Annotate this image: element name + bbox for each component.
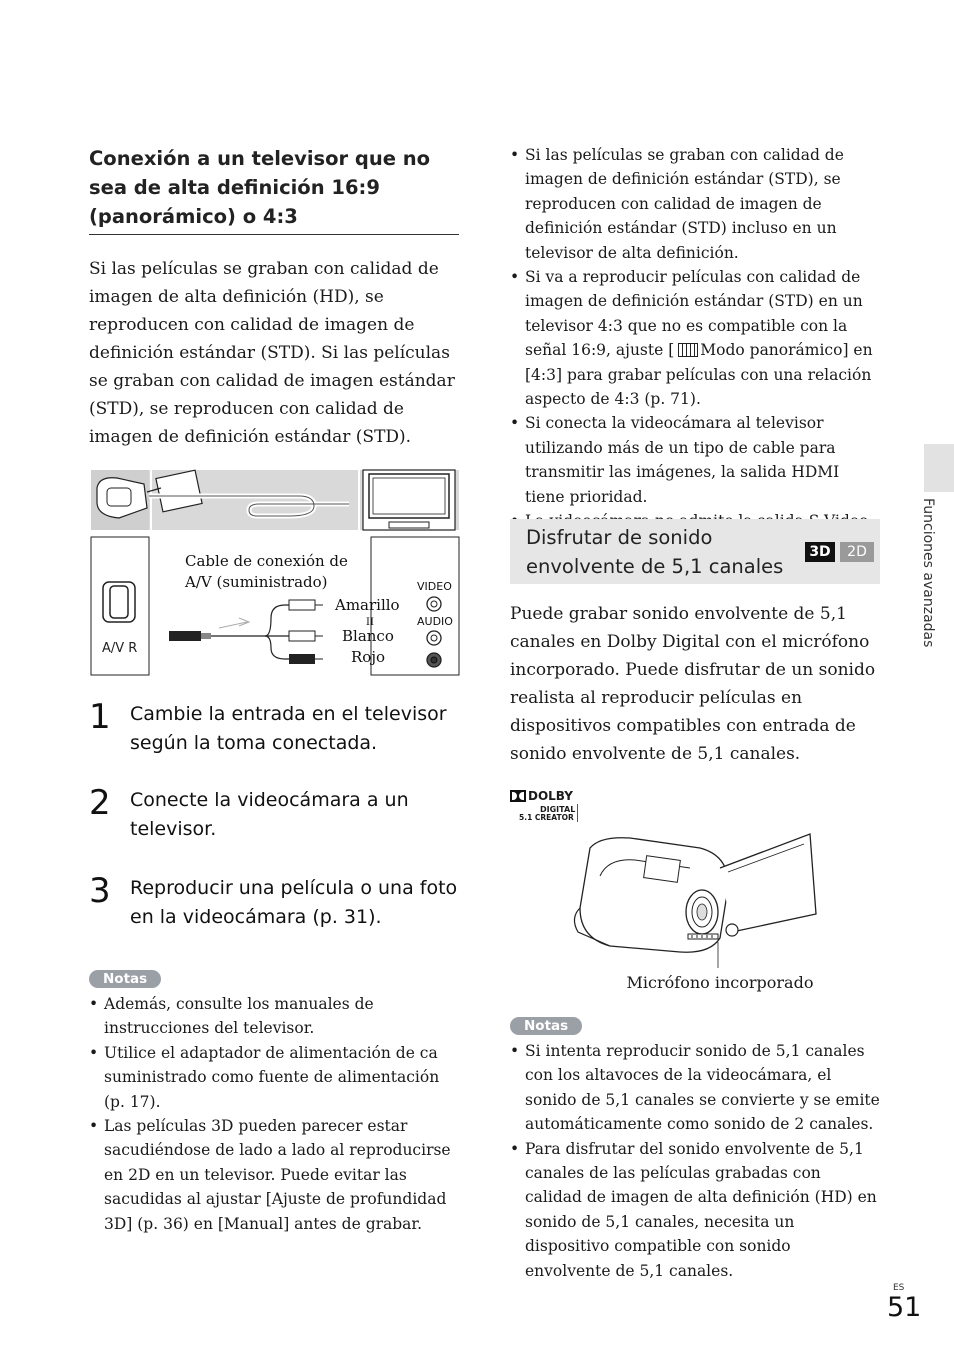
chapter-side-tab bbox=[924, 444, 954, 492]
list-item: • Las películas 3D pueden parecer estar sacudiéndose de lado a lado al reproducirse en 2D en un televisor. Puede evitar las sacudidas al ajustar [Ajuste de profundidad 3D] (p. 36) en [Manual] antes de grabar. bbox=[89, 1114, 459, 1236]
video-jack-label: VIDEO bbox=[417, 580, 452, 593]
note-text-part1: Si va a reproducir películas con calidad de imagen de definición estándar (STD) en un televisor 4:3 que no es compatible con la señal 16:9, ajuste [ bbox=[525, 268, 863, 360]
tv-icon bbox=[363, 470, 455, 530]
page-number: 51 bbox=[887, 1292, 922, 1323]
step-text: Conecte la videocámara a un televisor. bbox=[130, 789, 409, 840]
dolby-double-d-icon bbox=[510, 790, 526, 802]
section-title-tv-connection: Conexión a un televisor que no sea de alta definición 16:9 (panorámico) o 4:3 bbox=[89, 140, 459, 235]
right-bottom-notes-list bbox=[510, 1039, 880, 1283]
section-title-surround: Disfrutar de sonido envolvente de 5,1 canales bbox=[526, 526, 784, 578]
page-language: ES bbox=[893, 1283, 905, 1293]
cable-label-line1: Cable de conexión de bbox=[185, 552, 348, 570]
amarillo-label: Amarillo bbox=[335, 596, 400, 614]
chapter-side-label: Funciones avanzadas bbox=[920, 498, 936, 648]
equals-mark: II bbox=[366, 617, 374, 628]
cable-label-line2: A/V (suministrado) bbox=[185, 573, 328, 591]
av-r-label: A/V R bbox=[102, 641, 138, 656]
notas-badge: Notas bbox=[89, 970, 161, 988]
list-item bbox=[510, 265, 880, 411]
connection-diagram bbox=[89, 468, 461, 678]
step-text: Cambie la entrada en el televisor según la toma conectada. bbox=[130, 703, 447, 754]
notas-badge: Notas bbox=[510, 1017, 582, 1035]
dolby-creator: 5.1 CREATOR bbox=[519, 813, 574, 822]
left-notes bbox=[89, 968, 459, 1236]
list-item: • Además, consulte los manuales de instrucciones del televisor. bbox=[89, 992, 459, 1041]
right-top-notes-list bbox=[510, 143, 880, 534]
blanco-label: Blanco bbox=[342, 627, 394, 645]
step-number: 2 bbox=[89, 783, 111, 823]
av-r-jack-icon bbox=[103, 582, 135, 622]
right-top-notes bbox=[510, 143, 880, 534]
microphone-icon bbox=[688, 934, 718, 939]
list-item: • Para disfrutar del sonido envolvente de 5,1 canales de las películas grabadas con calidad de imagen de alta definición (HD) en sonido de 5,1 canales, necesita un dispositivo compatible con sonido envolvente de 5,1 canales. bbox=[510, 1137, 880, 1283]
step-number: 1 bbox=[89, 697, 111, 737]
step-number: 3 bbox=[89, 871, 111, 911]
list-item: • Si conecta la videocámara al televisor utilizando más de un tipo de cable para transmitir las imágenes, la salida HDMI tiene prioridad. bbox=[510, 411, 880, 509]
left-column bbox=[89, 140, 459, 451]
audio-jack-label: AUDIO bbox=[417, 615, 453, 628]
film-frame-icon bbox=[678, 343, 698, 357]
section-header-surround bbox=[510, 519, 880, 584]
badge-3d: 3D bbox=[805, 542, 835, 562]
badge-2d: 2D bbox=[840, 542, 874, 562]
camcorder-mic-illustration bbox=[560, 828, 860, 978]
list-item: • Si las películas se graban con calidad de imagen de definición estándar (STD), se reproducen con calidad de imagen de definición estándar (STD) incluso en un televisor de alta definición. bbox=[510, 143, 880, 265]
left-notes-list bbox=[89, 992, 459, 1236]
step-text: Reproducir una película o una foto en la videocámara (p. 31). bbox=[130, 877, 458, 928]
rojo-label: Rojo bbox=[351, 648, 386, 666]
note-text-part2: Modo panorámico] en [4:3] para grabar películas con una relación aspecto de 4:3 (p. 71). bbox=[525, 341, 873, 409]
intro-paragraph: Si las películas se graban con calidad de imagen de alta definición (HD), se reproducen con calidad de imagen de definición estándar (STD). Si las películas se graban con calidad de imagen estándar (STD), se reproducen con calidad de imagen de definición estándar (STD). bbox=[89, 259, 455, 447]
dolby-brand: DOLBY bbox=[528, 789, 573, 803]
surround-paragraph: Puede grabar sonido envolvente de 5,1 canales en Dolby Digital con el micrófono incorporado. Puede disfrutar de un sonido realista al reproducir películas en dispositivos compatibles con entrada de sonido envolvente de 5,1 canales. bbox=[510, 604, 876, 764]
microphone-caption: Micrófono incorporado bbox=[626, 973, 814, 992]
dolby-digital: DIGITAL bbox=[540, 805, 576, 814]
right-bottom-notes bbox=[510, 1015, 880, 1283]
list-item: • Si intenta reproducir sonido de 5,1 canales con los altavoces de la videocámara, el sonido de 5,1 canales se convierte y se emite automáticamente como sonido de 2 canales. bbox=[510, 1039, 880, 1137]
dolby-logo bbox=[510, 788, 582, 824]
list-item: • Utilice el adaptador de alimentación de ca suministrado como fuente de alimentación (p. 17). bbox=[89, 1041, 459, 1114]
